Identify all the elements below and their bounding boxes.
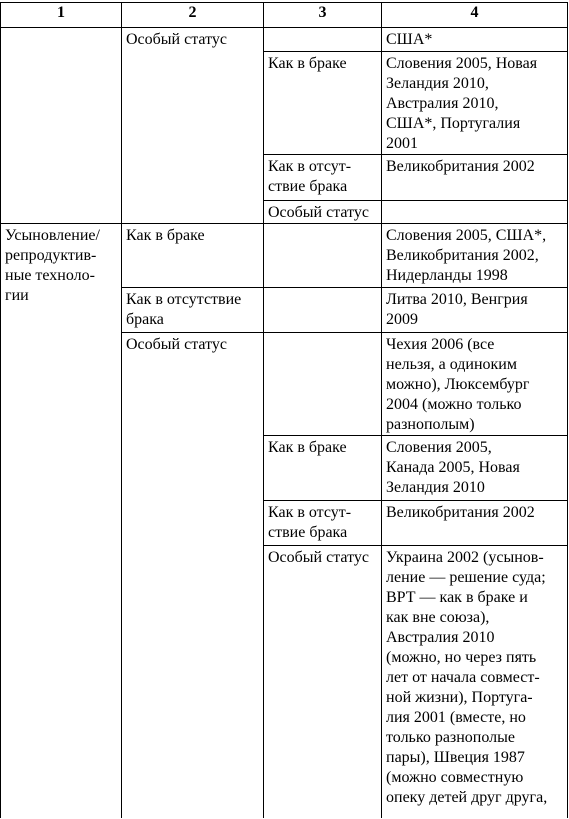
table-row bbox=[1, 224, 568, 288]
cell-c4: Словения 2005, Новая Зеландия 2010, Австралия 2010, США*, Португалия 2001 bbox=[382, 52, 568, 155]
cell-c4: Словения 2005, Канада 2005, Новая Зеландия 2010 bbox=[382, 436, 568, 501]
cell-c2: Как в браке bbox=[122, 224, 264, 288]
header-row bbox=[1, 3, 568, 28]
cell-c1: Усыновление/ репродуктив- ные техноло- гии bbox=[1, 224, 122, 818]
cell-c4: Литва 2010, Венгрия 2009 bbox=[382, 288, 568, 333]
cell-c4 bbox=[382, 201, 568, 224]
cell-c3: Как в отсут- ствие брака bbox=[264, 155, 382, 201]
data-table bbox=[0, 2, 568, 818]
cell-c4: Словения 2005, США*, Великобритания 2002, Нидерланды 1998 bbox=[382, 224, 568, 288]
header-col-3: 3 bbox=[264, 3, 382, 28]
cell-c2: Как в отсутствие брака bbox=[122, 288, 264, 333]
cell-c3 bbox=[264, 224, 382, 288]
cell-c3 bbox=[264, 333, 382, 436]
table-row bbox=[1, 28, 568, 52]
header-col-2: 2 bbox=[122, 3, 264, 28]
cell-c4: Великобритания 2002 bbox=[382, 155, 568, 201]
cell-c3: Особый статус bbox=[264, 546, 382, 818]
cell-c2: Особый статус bbox=[122, 28, 264, 224]
cell-c3: Как в браке bbox=[264, 436, 382, 501]
cell-c3: Особый статус bbox=[264, 201, 382, 224]
header-col-4: 4 bbox=[382, 3, 568, 28]
cell-c2: Особый статус bbox=[122, 333, 264, 818]
cell-c3 bbox=[264, 288, 382, 333]
cell-c3: Как в браке bbox=[264, 52, 382, 155]
cell-c1 bbox=[1, 28, 122, 224]
cell-c3 bbox=[264, 28, 382, 52]
cell-c4: Украина 2002 (усынов- ление — решение суда; ВРТ — как в браке и как вне союза), Австралия 2010 (можно, но через пять лет от начала совмест- ной жизни), Португа- лия 2001 (вместе, но только разнополые пары), Швеция 1987 (можно совместную опеку детей друг друга, bbox=[382, 546, 568, 818]
cell-c3: Как в отсут- ствие брака bbox=[264, 501, 382, 546]
header-col-1: 1 bbox=[1, 3, 122, 28]
cell-c4: США* bbox=[382, 28, 568, 52]
cell-c4: Великобритания 2002 bbox=[382, 501, 568, 546]
cell-c4: Чехия 2006 (все нельзя, а одиноким можно), Люксембург 2004 (можно только разнополым) bbox=[382, 333, 568, 436]
